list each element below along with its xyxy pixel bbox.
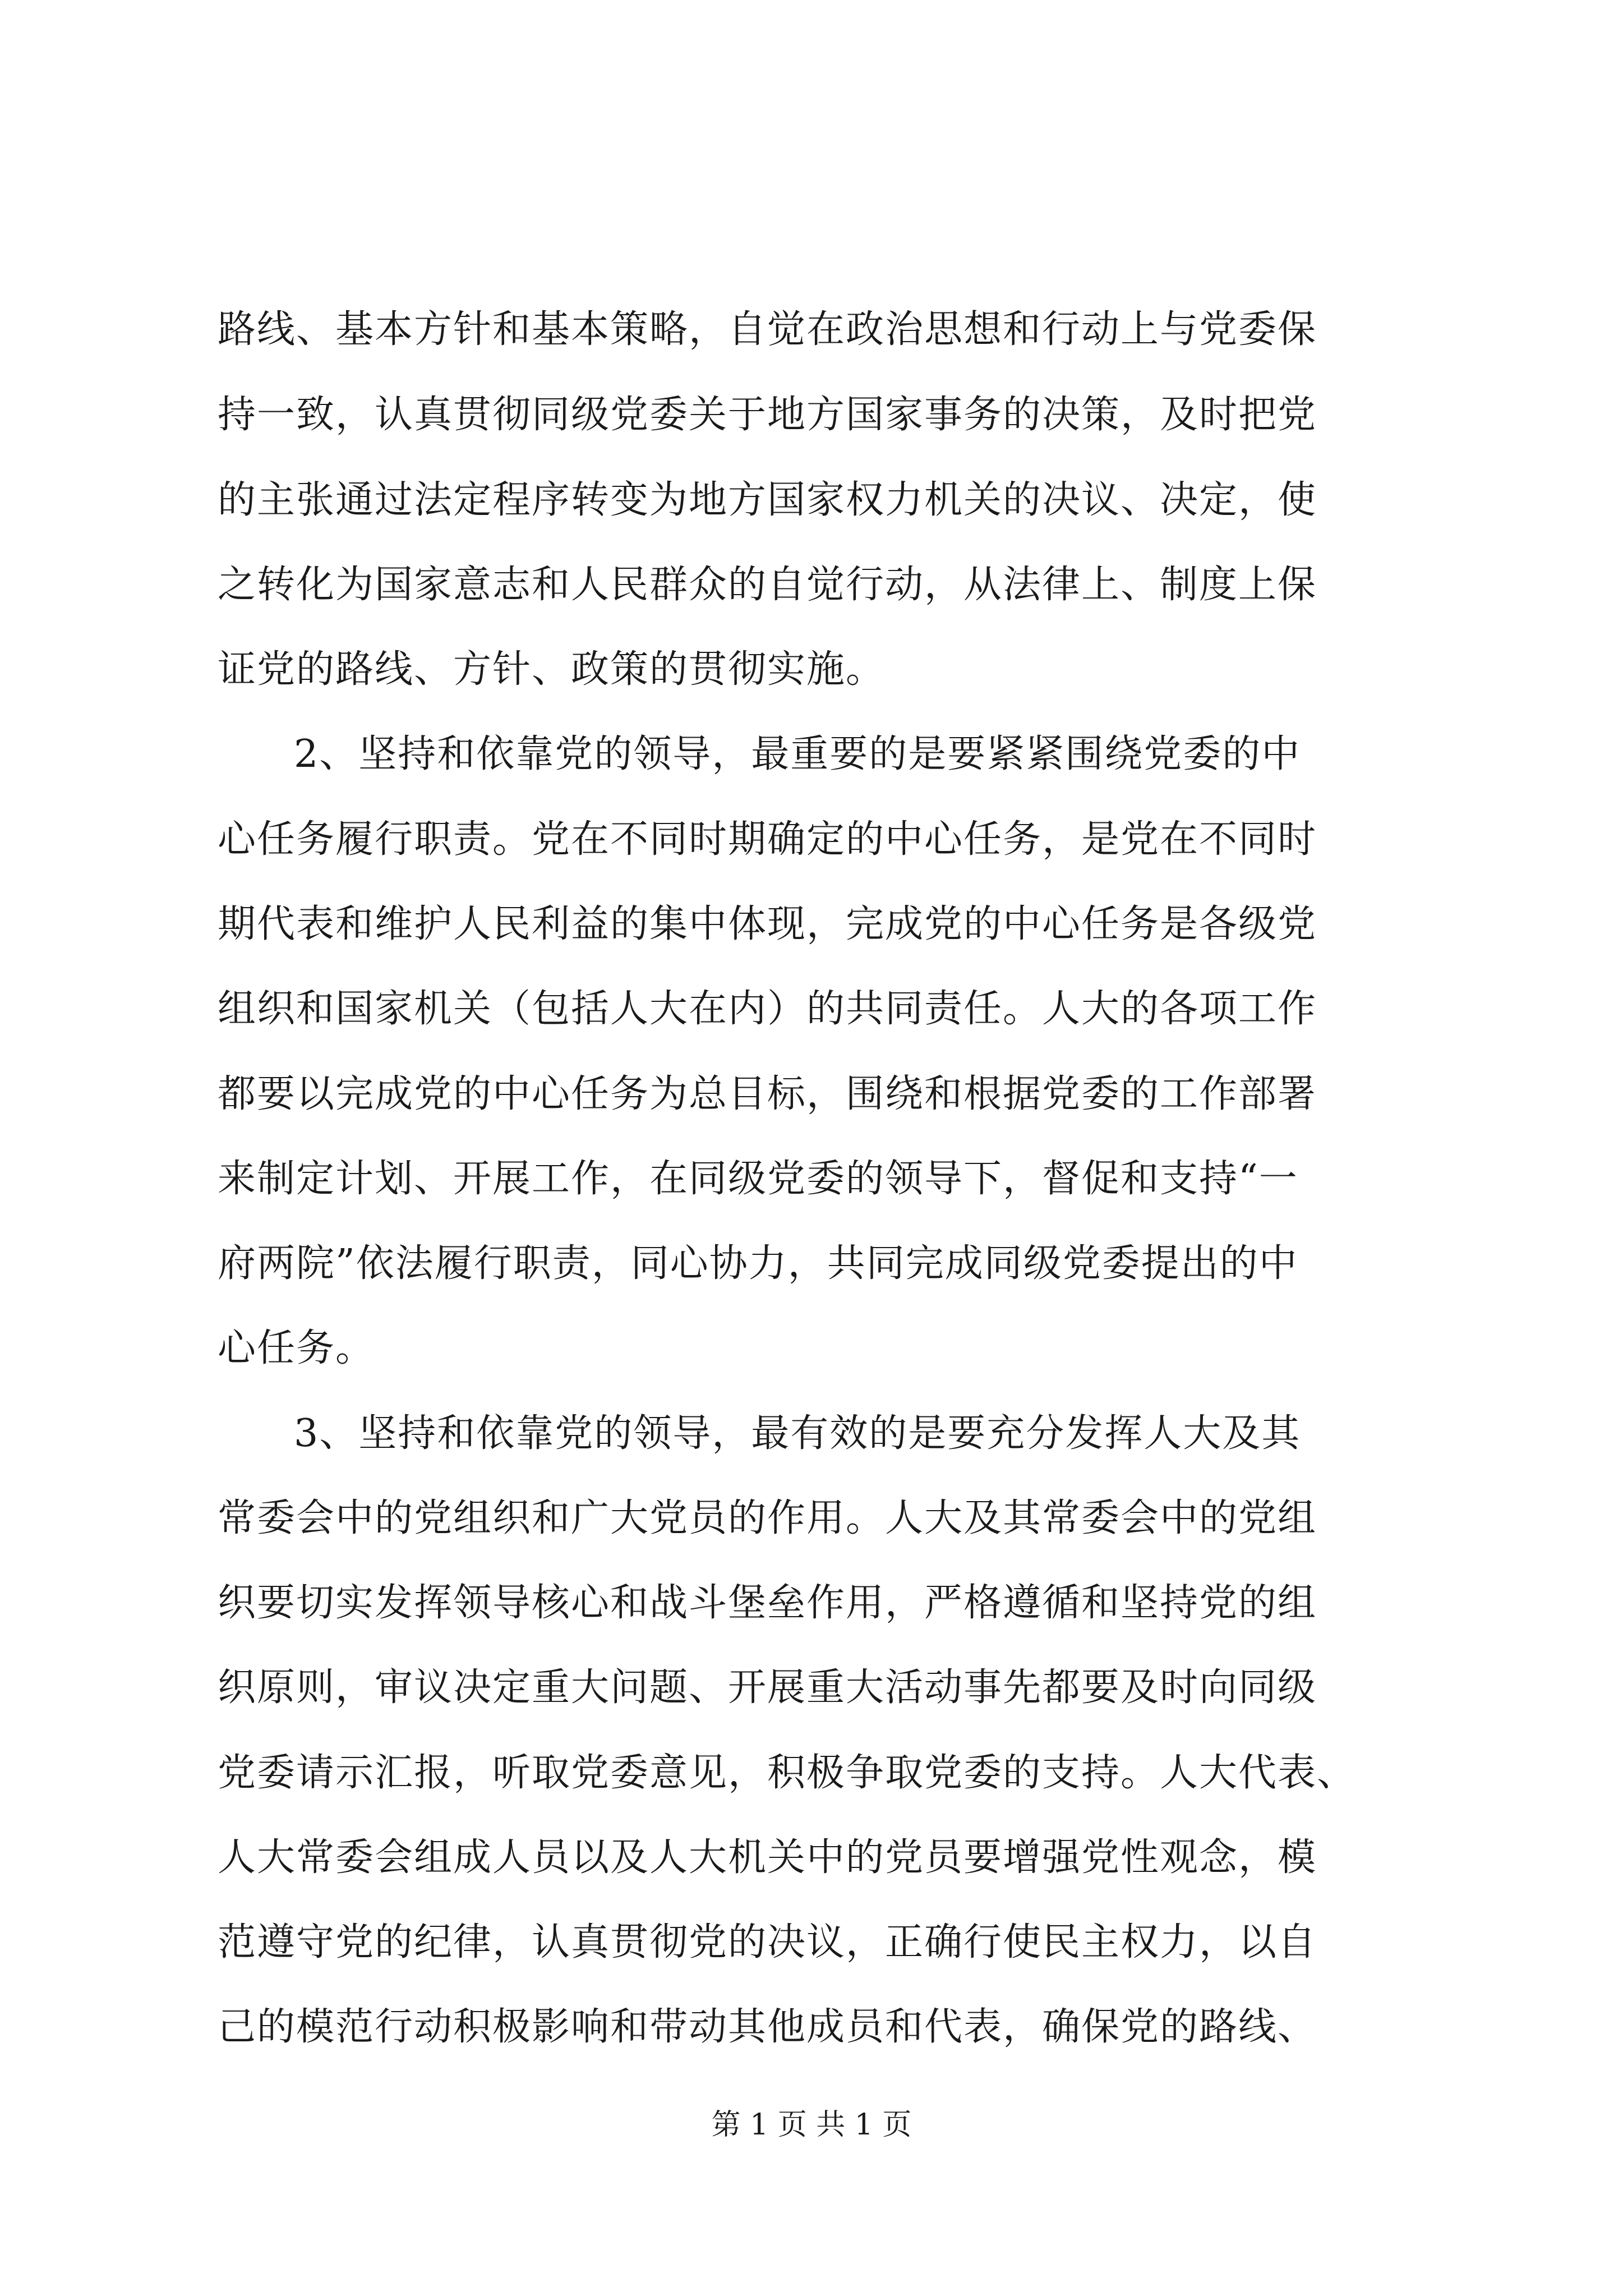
paragraph-2-first-line: 2、坚持和依靠党的领导，最重要的是要紧紧围绕党委的中	[294, 732, 1301, 776]
text-line: 期代表和维护人民利益的集中体现，完成党的中心任务是各级党	[218, 902, 1317, 946]
text-line: 持一致，认真贯彻同级党委关于地方国家事务的决策，及时把党	[218, 393, 1317, 437]
text-line: 织要切实发挥领导核心和战斗堡垒作用，严格遵循和坚持党的组	[218, 1581, 1317, 1625]
text-line: 心任务。	[218, 1326, 375, 1370]
text-line: 之转化为国家意志和人民群众的自觉行动，从法律上、制度上保	[218, 563, 1317, 607]
text-line: 证党的路线、方针、政策的贯彻实施。	[218, 647, 886, 692]
text-line: 心任务履行职责。党在不同时期确定的中心任务，是党在不同时	[218, 817, 1317, 862]
text-line: 常委会中的党组织和广大党员的作用。人大及其常委会中的党组	[218, 1496, 1317, 1540]
text-line: 范遵守党的纪律，认真贯彻党的决议，正确行使民主权力，以自	[218, 1920, 1317, 1964]
paragraph-3-first-line: 3、坚持和依靠党的领导，最有效的是要充分发挥人大及其	[294, 1411, 1301, 1456]
text-line: 路线、基本方针和基本策略，自觉在政治思想和行动上与党委保	[218, 307, 1317, 352]
text-line: 来制定计划、开展工作，在同级党委的领导下，督促和支持“一	[218, 1157, 1298, 1201]
text-line: 组织和国家机关（包括人大在内）的共同责任。人大的各项工作	[218, 987, 1317, 1031]
text-line: 的主张通过法定程序转变为地方国家权力机关的决议、决定，使	[218, 478, 1317, 522]
text-line: 人大常委会组成人员以及人大机关中的党员要增强党性观念，模	[218, 1835, 1317, 1880]
page-number-footer: 第 1 页 共 1 页	[711, 2108, 912, 2142]
text-line: 党委请示汇报，听取党委意见，积极争取党委的支持。人大代表、	[218, 1751, 1357, 1795]
text-line: 己的模范行动积极影响和带动其他成员和代表，确保党的路线、	[218, 2005, 1317, 2049]
text-line: 府两院”依法履行职责，同心协力，共同完成同级党委提出的中	[218, 1241, 1298, 1286]
text-line: 都要以完成党的中心任务为总目标，围绕和根据党委的工作部署	[218, 1072, 1317, 1116]
text-line: 织原则，审议决定重大问题、开展重大活动事先都要及时向同级	[218, 1665, 1317, 1710]
